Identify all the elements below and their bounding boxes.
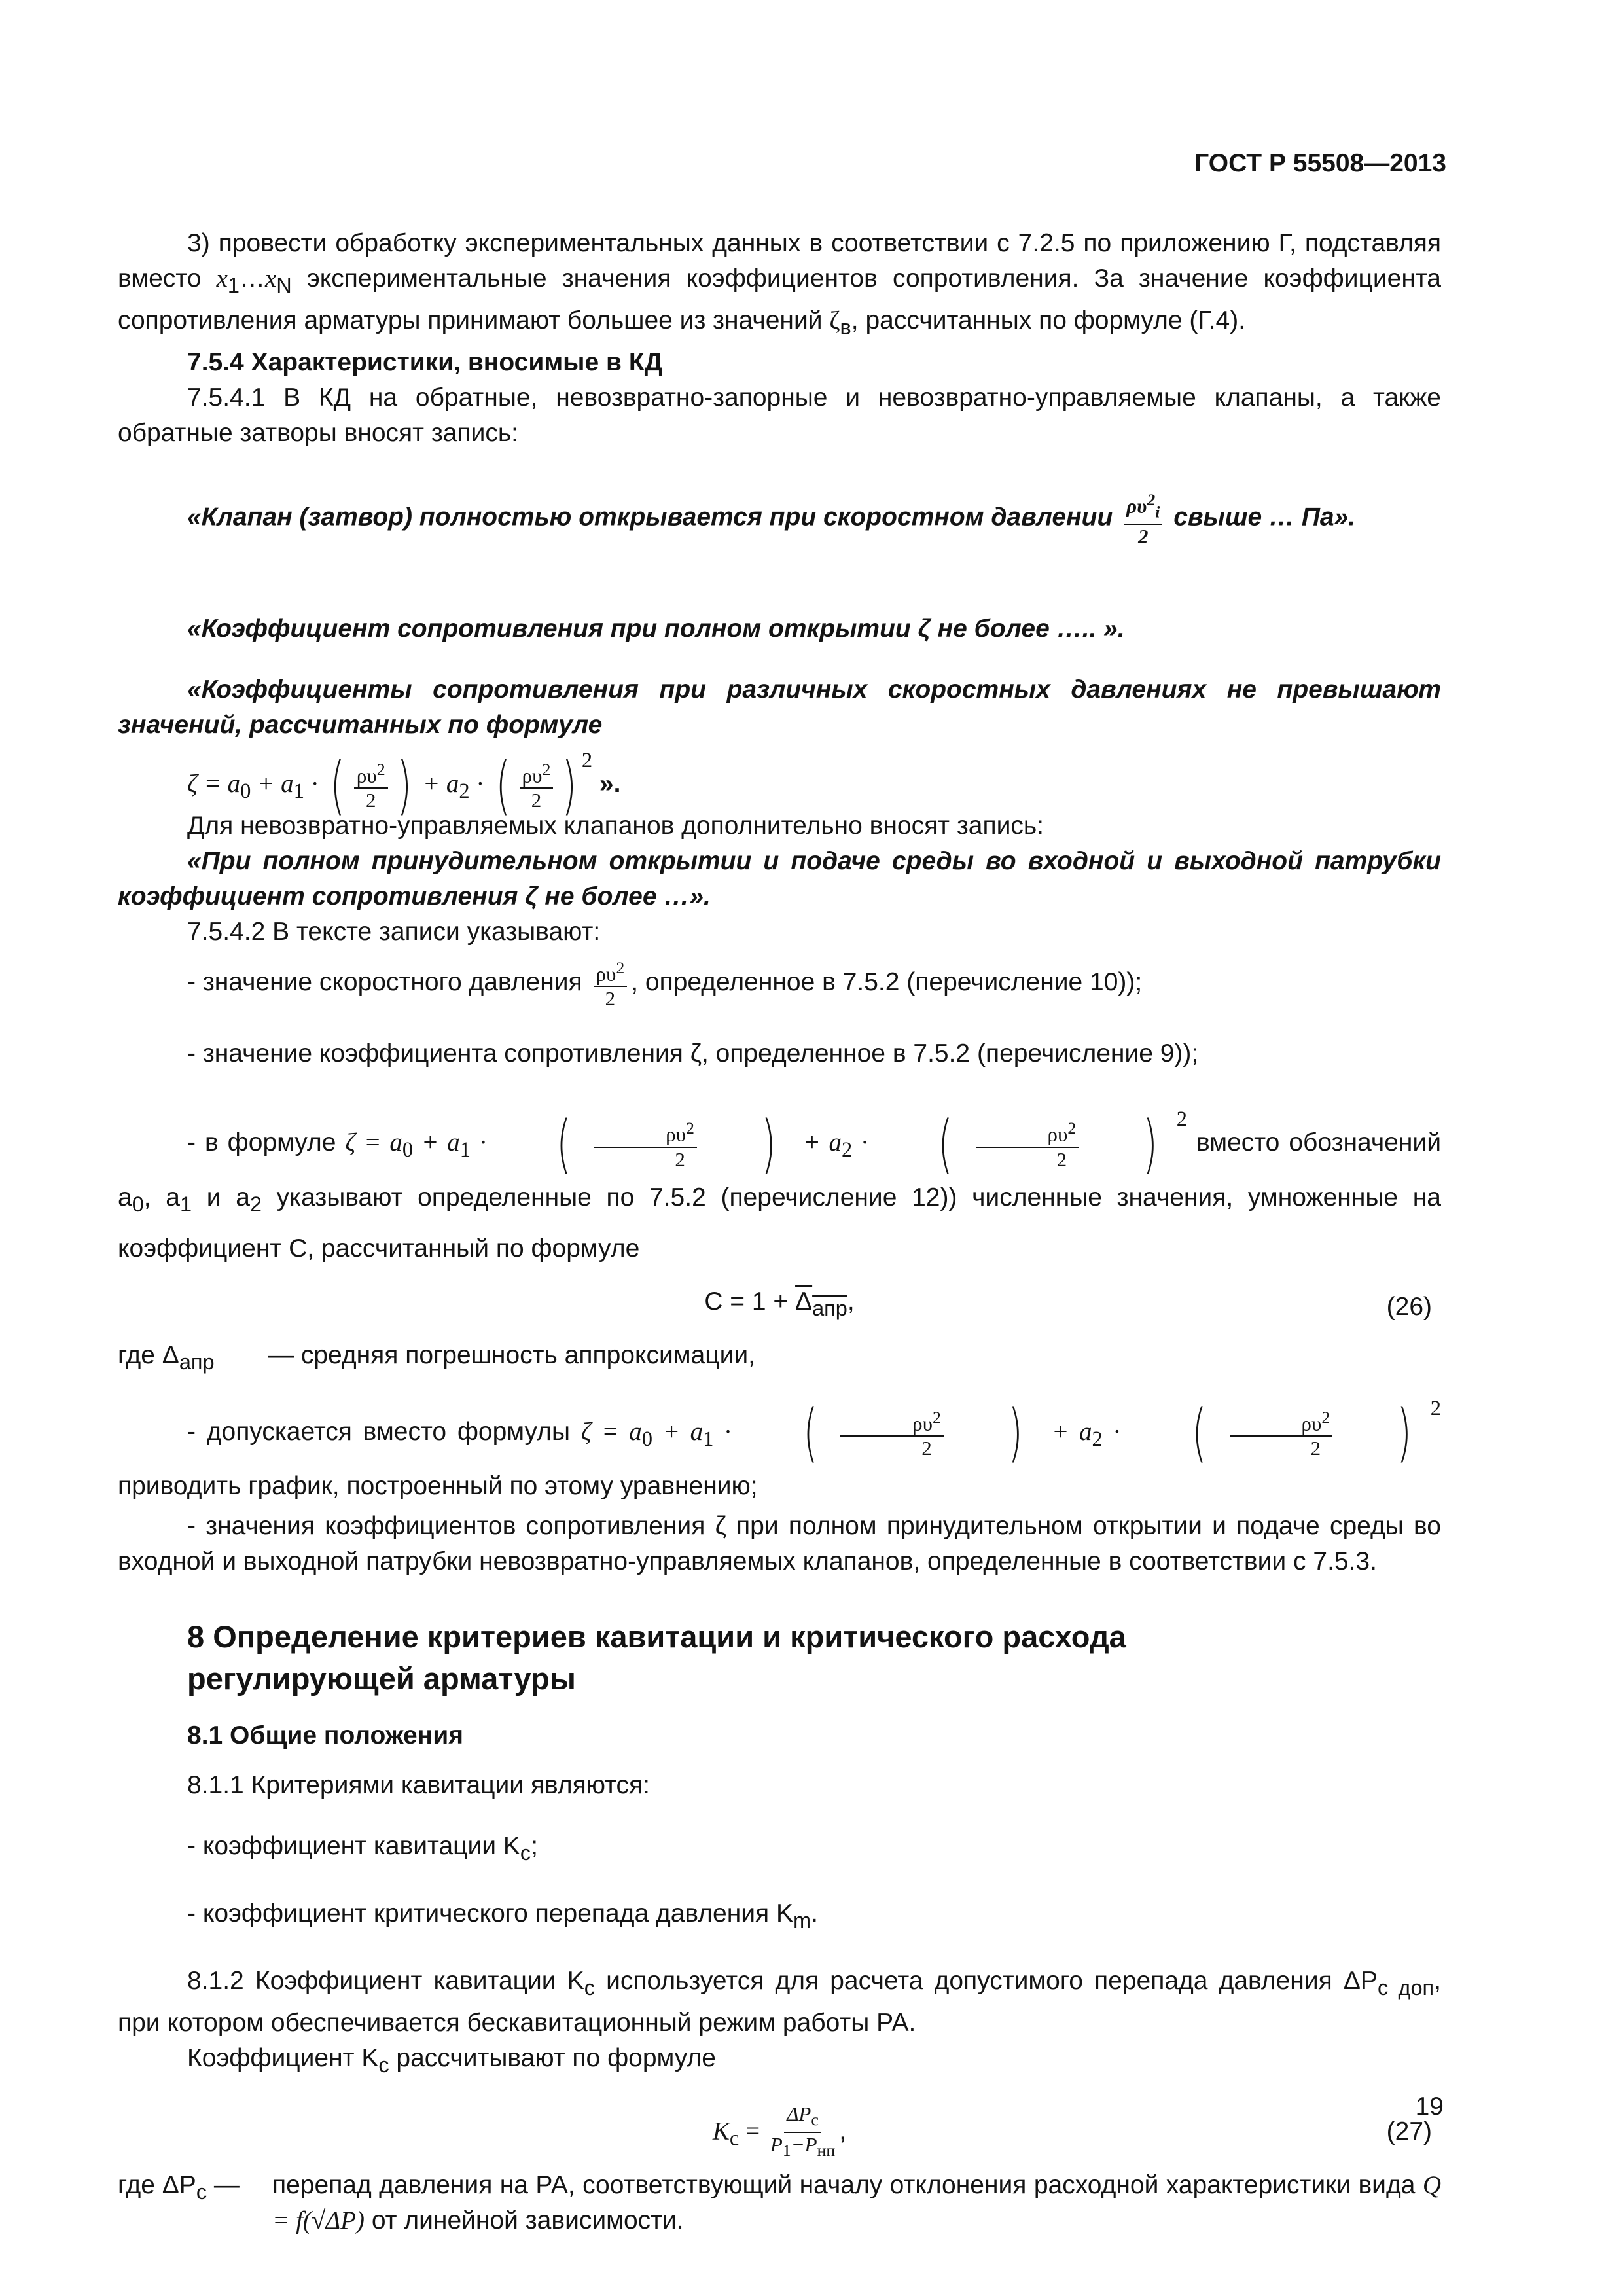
velocity-pressure-fraction-i: $\frac{\rho\upsilon^2_i}{2}$ [1124,488,1162,549]
standard-code: ГОСТ Р 55508—2013 [1194,149,1446,177]
paragraph-step-3: 3) провести обработку экспериментальных данных в соответствии с 7.2.5 по приложению Г, подставляя вместо $x_1\dots x_N$ экспериментальные значения коэффициентов сопротивления. За значение коэффициента сопротивления арматуры принимают большее из значений $\zeta_в$, рассчитанных по формуле (Г.4). [118,229,1441,339]
list-item-kc: - коэффициент кавитации $K_c$; [187,1832,538,1865]
list-item-resistance-coef: - значение коэффициента сопротивления ζ, определенное в 7.5.2 (перечисление 9)); [187,1039,1199,1068]
paragraph-nevozvratno: Для невозвратно-управляемых клапанов дополнительно вносят запись: [187,812,1044,840]
list-item-formula: - в формуле $\zeta = a_0 + a_1$ · ( $\frac{\rho\upsilon^2}{2}$ ) + $a_2$ · ( $\frac{\rho\upsilon^2}{2}$ ) $^2$ вместо обозначений $a_0$, $a_1$ и $a_2$ указывают определенные по 7.5.2 (перечисление 12)) численные значения, умноженные на коэффициент С, рассчитанный по формуле [118,1107,1441,1263]
equation-number-26: (26) [1386,1292,1432,1321]
list-item-forced-values: - значения коэффициентов сопротивления ζ при полном принудительном открытии и подаче среды во входной и выходной патрубки невозвратно-управляемых клапанов, определенные в соответствии с 7.5.3. [118,1512,1441,1576]
equation-26: $C = 1 + \Delta_{апр}$, (26) [118,1284,1441,1330]
equation-number-27: (27) [1386,2117,1432,2145]
list-item-graph: - допускается вместо формулы $\zeta = a_0 + a_1$ · ( $\frac{\rho\upsilon^2}{2}$ ) + $a_2$ · ( $\frac{\rho\upsilon^2}{2}$ ) $^2$ приводить график, построенный по этому уравнению; [118,1396,1441,1501]
formula-zeta-1: $\zeta = a_0 + a_1$ · ( $\frac{\rho\upsilon^2}{2}$ ) + $a_2$ · ( $\frac{\rho\upsilon^2}{2}$ ) $^2$ ». [187,748,621,822]
section-8-title: 8 Определение критериев кавитации и критического расхода регулирующей арматуры [187,1619,1126,1696]
where-26: где $\Delta_{апр}$ — средняя погрешность аппроксимации, [118,1340,756,1374]
list-item-velocity-pressure: - значение скоростного давления $\frac{\rho\upsilon^2}{2}$ , определенное в 7.5.2 (перечисление 10)); [118,956,1441,1011]
page-body [118,226,1441,2238]
quote-resistance-full: «Коэффициент сопротивления при полном открытии ζ не более ….. ». [187,615,1125,643]
page-number: 19 [1415,2092,1444,2121]
paragraph-kc-formula: Коэффициент $K_c$ рассчитывают по формуле [187,2043,716,2077]
paragraph-7-5-4-1: 7.5.4.1 В КД на обратные, невозвратно-запорные и невозвратно-управляемые клапаны, а также обратные затворы вносят запись: [118,383,1441,447]
paragraph-8-1-2: 8.1.2 Коэффициент кавитации $K_c$ используется для расчета допустимого перепада давления $\Delta P_{c доп}$, при котором обеспечивается бескавитационный режим работы РА. [118,1967,1441,2037]
quote-forced-opening: «При полном принудительном открытии и подаче среды во входной и выходной патрубки коэффициент сопротивления ζ не более …». [118,847,1441,911]
section-8-1-title: 8.1 Общие положения [187,1721,463,1750]
paragraph-7-5-4-2: 7.5.4.2 В тексте записи указывают: [187,918,601,946]
where-27: где $\Delta P_c$ — перепад давления на РА, соответствующий началу отклонения расходной характеристики вида Q = f(√ΔP) от линейной зависимости. [118,2170,1441,2234]
equation-27: $K_c$ = $\frac{\Delta P_c}{P_1-P_{нп}}$ , (27) [712,2102,1432,2160]
section-7-5-4-title: 7.5.4 Характеристики, вносимые в КД [187,348,663,376]
quote-valve-open: «Клапан (затвор) полностью открывается при скоростном давлении $\frac{\rho\upsilon^2_i}{2}$ свыше … Па». [118,488,1441,549]
list-item-km: - коэффициент критического перепада давления $K_m$. [187,1899,818,1933]
quote-resistance-various: «Коэффициенты сопротивления при различных скоростных давлениях не превышают значений, рассчитанных по формуле [118,675,1441,740]
paragraph-8-1-1: 8.1.1 Критериями кавитации являются: [187,1771,650,1800]
